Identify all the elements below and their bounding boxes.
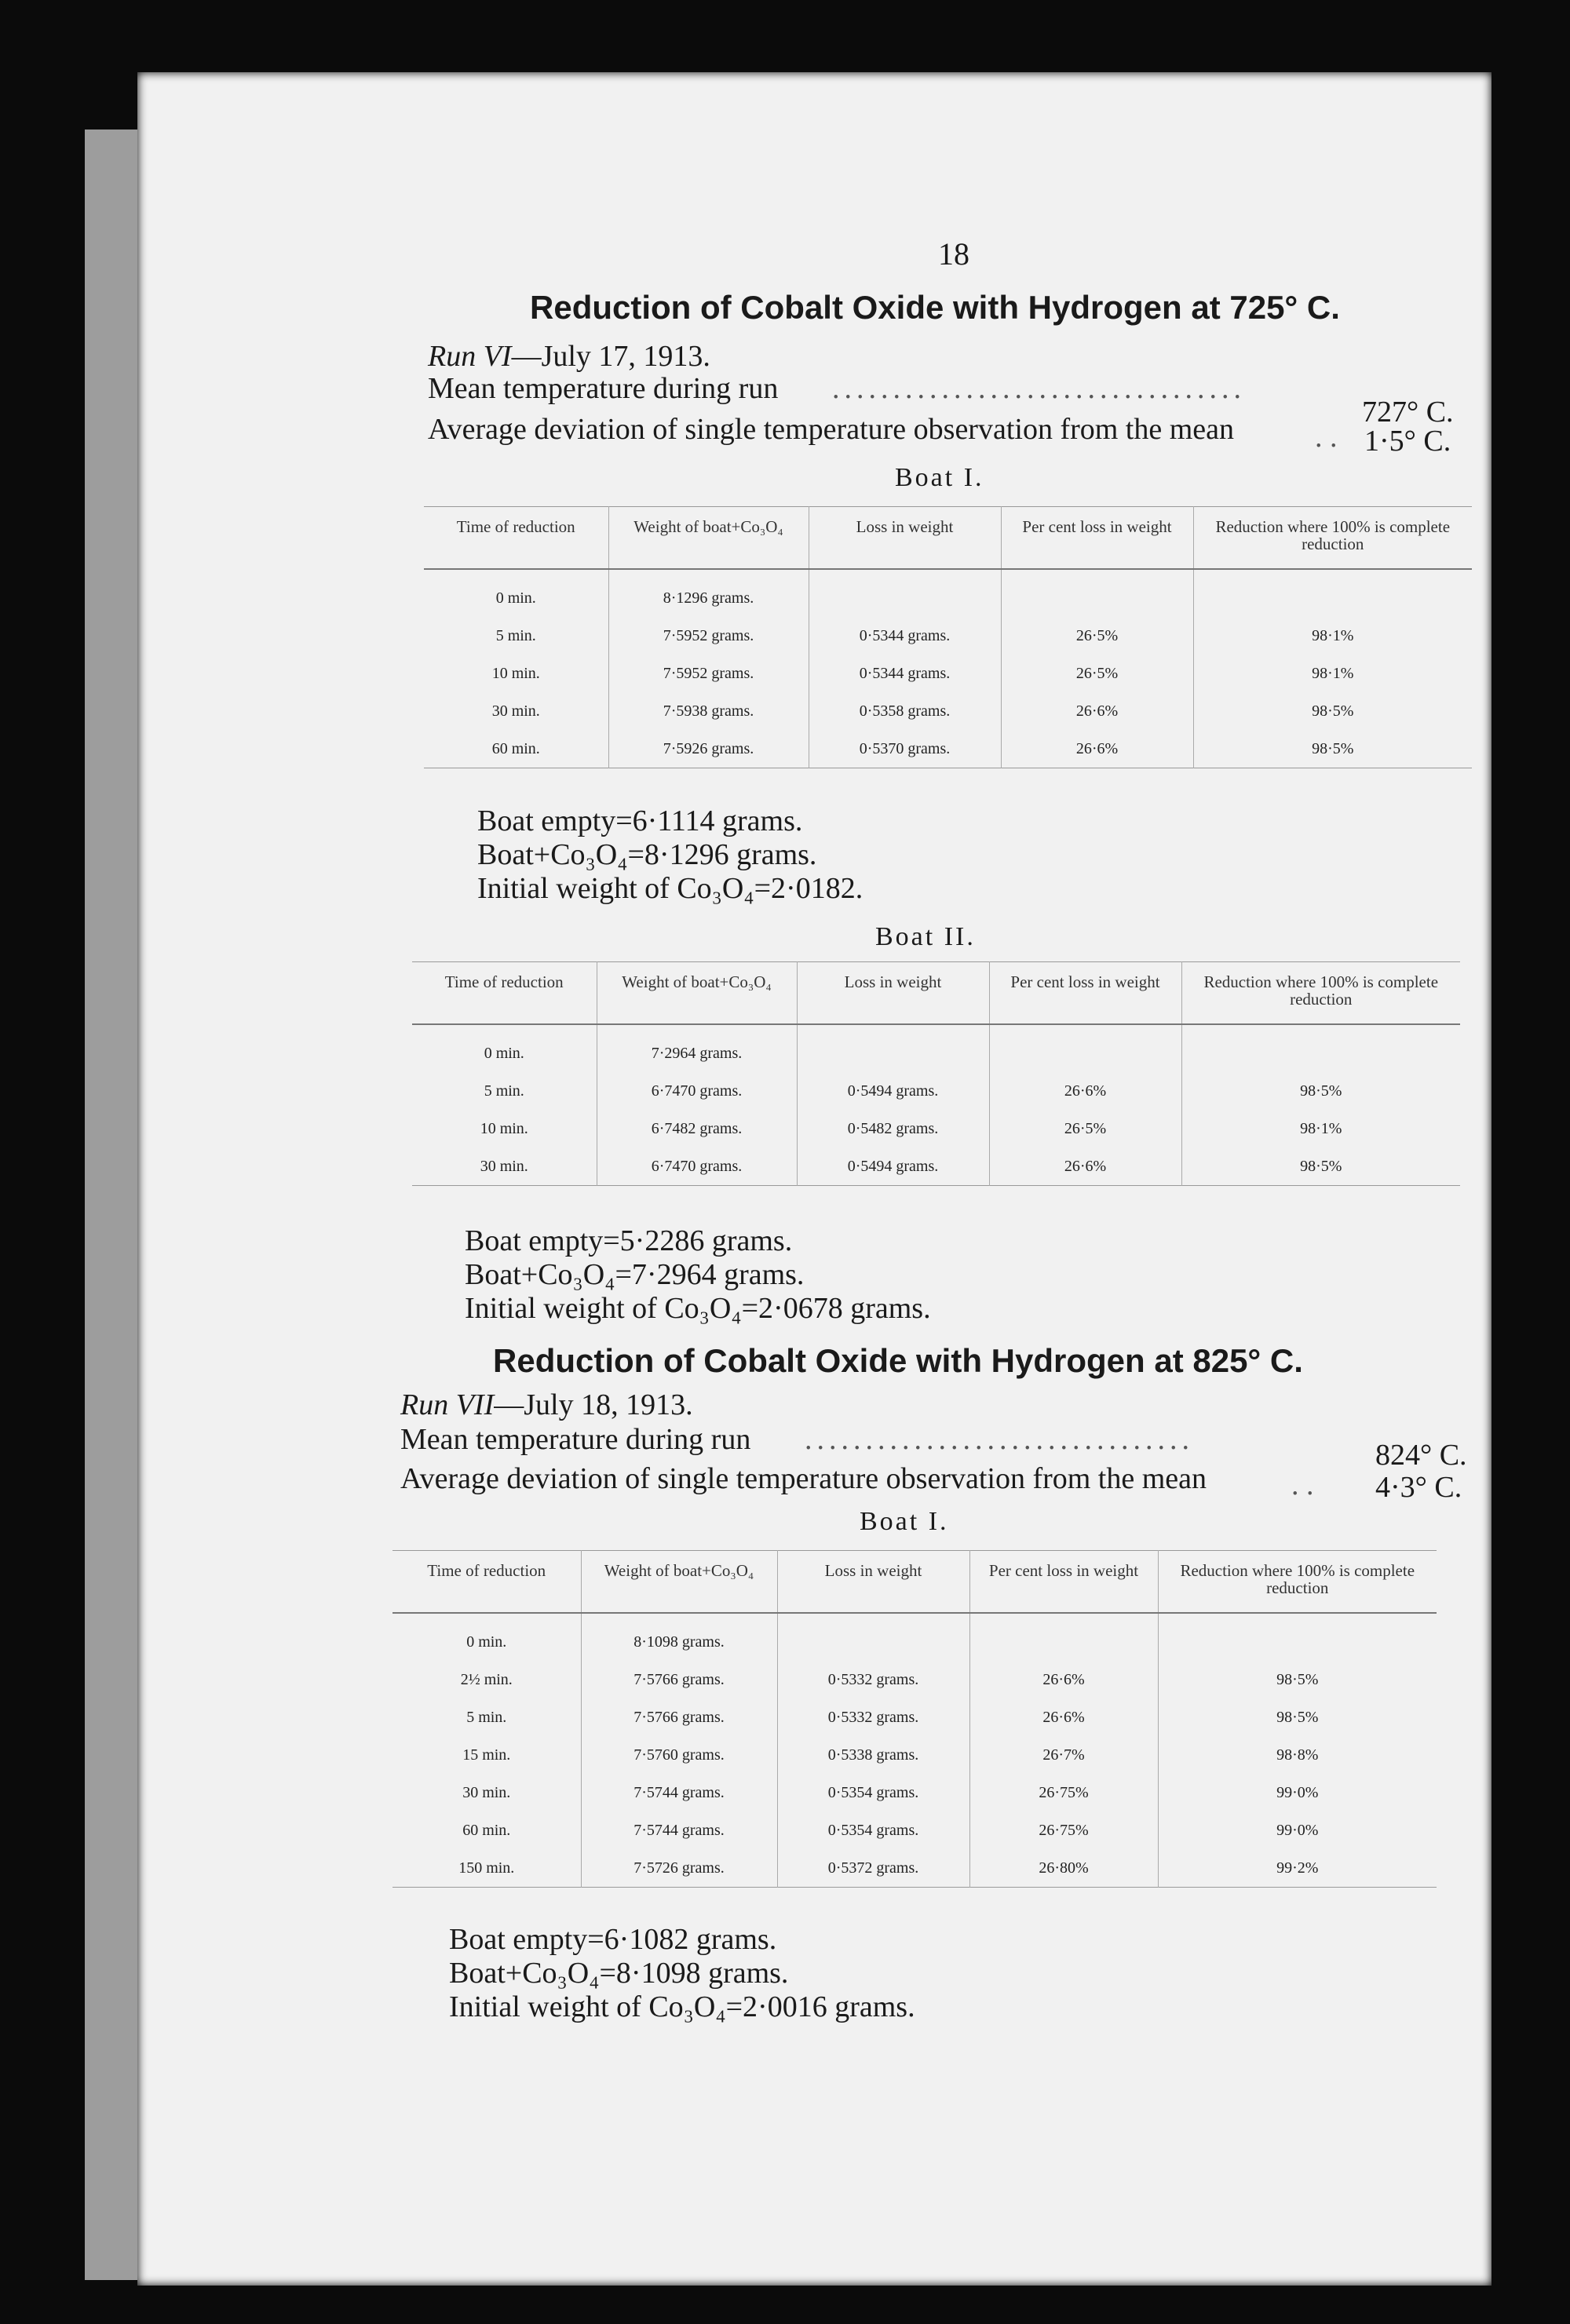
column-header: Per cent loss in weight (969, 1551, 1158, 1614)
table-cell (809, 569, 1001, 617)
boat-notes (449, 1923, 915, 2024)
table-cell: 0 min. (484, 1044, 524, 1062)
table-cell (1001, 569, 1193, 617)
column-header: Loss in weight (809, 507, 1001, 570)
table-cell: 26·6% (969, 1698, 1158, 1736)
table-row (392, 1698, 1437, 1736)
page-edge-shadow (85, 130, 143, 2280)
table-cell: 5 min. (466, 1708, 507, 1726)
table-cell: 99·0% (1158, 1811, 1437, 1849)
column-header: Reduction where 100% is complete reduction (1181, 962, 1460, 1025)
table-cell: 98·5% (1193, 692, 1472, 730)
leader-dots: .................................. (832, 372, 1246, 405)
table-row (424, 655, 1472, 692)
table-cell: 26·6% (1001, 692, 1193, 730)
run-date: —July 17, 1913. (511, 340, 710, 373)
data-table-boat-2-725 (412, 961, 1460, 1186)
table-cell: 30 min. (480, 1157, 528, 1175)
column-header: Per cent loss in weight (1001, 507, 1193, 570)
table-cell: 98·5% (1158, 1661, 1437, 1698)
deviation-value: 4·3° C. (1375, 1471, 1462, 1504)
table-header-row (392, 1551, 1437, 1614)
data-table-boat-1-725 (424, 506, 1472, 768)
section-heading-825: Reduction of Cobalt Oxide with Hydrogen at 825° C. (493, 1342, 1303, 1379)
run-label: Run VII (400, 1388, 495, 1421)
mean-temperature-label: Mean temperature during run (400, 1423, 751, 1456)
table-cell: 5 min. (495, 626, 536, 644)
table-header-row (412, 962, 1460, 1025)
leader-dots: . . (1315, 421, 1338, 454)
table-cell: 0·5344 grams. (809, 617, 1001, 655)
table-row (392, 1774, 1437, 1811)
table-cell: 0 min. (466, 1633, 507, 1651)
table-cell: 0·5332 grams. (777, 1661, 969, 1698)
section-heading-725: Reduction of Cobalt Oxide with Hydrogen at 725° C. (530, 289, 1340, 326)
table-cell: 7·5760 grams. (581, 1736, 777, 1774)
run-line-vi (428, 339, 710, 374)
table-cell: 26·5% (1001, 617, 1193, 655)
table-cell: 6·7482 grams. (597, 1110, 797, 1147)
table-cell: 7·5726 grams. (581, 1849, 777, 1888)
column-header: Weight of boat+Co₃O₄ (608, 507, 809, 570)
table-cell: 0·5358 grams. (809, 692, 1001, 730)
table-row (392, 1849, 1437, 1888)
table-cell: 0 min. (495, 589, 536, 607)
table-cell: 150 min. (458, 1859, 515, 1877)
run-date: —July 18, 1913. (494, 1388, 693, 1421)
table-cell: 0·5482 grams. (797, 1110, 989, 1147)
boat-title: Boat I. (860, 1507, 949, 1536)
table-cell: 0·5354 grams. (777, 1774, 969, 1811)
table-cell: 10 min. (480, 1119, 528, 1137)
table-cell: 0·5372 grams. (777, 1849, 969, 1888)
table-cell: 26·7% (969, 1736, 1158, 1774)
table-cell: 98·5% (1193, 730, 1472, 768)
table-cell: 7·5952 grams. (608, 655, 809, 692)
table-cell (797, 1024, 989, 1072)
table-row (424, 617, 1472, 655)
table-cell (777, 1613, 969, 1661)
table-row (392, 1661, 1437, 1698)
table-cell: 98·5% (1158, 1698, 1437, 1736)
note-boat-plus-oxide: Boat+Co₃O₄=7·2964 grams. (465, 1258, 805, 1291)
table-cell: 7·2964 grams. (597, 1024, 797, 1072)
boat-title: Boat II. (875, 922, 976, 951)
table-cell: 0·5344 grams. (809, 655, 1001, 692)
table-cell: 0·5494 grams. (797, 1147, 989, 1186)
table-cell: 26·75% (969, 1774, 1158, 1811)
note-boat-plus-oxide: Boat+Co₃O₄=8·1296 grams. (477, 838, 817, 871)
column-header: Reduction where 100% is complete reduction (1193, 507, 1472, 570)
boat-title: Boat I. (895, 463, 984, 492)
column-header: Reduction where 100% is complete reduction (1158, 1551, 1437, 1614)
table-cell: 30 min. (491, 702, 540, 720)
table-cell: 7·5766 grams. (581, 1661, 777, 1698)
note-boat-empty: Boat empty=5·2286 grams. (465, 1224, 793, 1257)
table-cell: 98·5% (1181, 1147, 1460, 1186)
mean-temperature-value: 824° C. (1375, 1439, 1467, 1472)
table-cell: 7·5952 grams. (608, 617, 809, 655)
boat-notes (465, 1224, 931, 1326)
column-header: Time of reduction (424, 507, 608, 570)
table-cell: 26·5% (989, 1110, 1181, 1147)
run-line-vii (400, 1388, 693, 1422)
run-label: Run VI (428, 340, 512, 373)
note-boat-empty: Boat empty=6·1082 grams. (449, 1923, 777, 1956)
table-cell: 26·75% (969, 1811, 1158, 1849)
page-number: 18 (938, 236, 969, 272)
column-header: Loss in weight (777, 1551, 969, 1614)
note-initial-weight: Initial weight of Co₃O₄=2·0182. (477, 872, 864, 905)
deviation-label: Average deviation of single temperature observation from the mean (400, 1462, 1207, 1495)
table-cell: 0·5332 grams. (777, 1698, 969, 1736)
table-row (412, 1147, 1460, 1186)
table-row (424, 692, 1472, 730)
table-cell: 98·1% (1193, 617, 1472, 655)
table-cell: 26·6% (989, 1072, 1181, 1110)
table-cell: 10 min. (491, 664, 540, 682)
table-cell: 98·1% (1193, 655, 1472, 692)
mean-temperature-label: Mean temperature during run (428, 372, 779, 405)
table-cell: 6·7470 grams. (597, 1147, 797, 1186)
column-header: Weight of boat+Co₃O₄ (597, 962, 797, 1025)
column-header: Loss in weight (797, 962, 989, 1025)
boat-notes (477, 804, 863, 906)
table-cell (1193, 569, 1472, 617)
note-boat-empty: Boat empty=6·1114 grams. (477, 804, 803, 837)
column-header: Per cent loss in weight (989, 962, 1181, 1025)
note-initial-weight: Initial weight of Co₃O₄=2·0016 grams. (449, 1990, 915, 2023)
table-cell: 99·2% (1158, 1849, 1437, 1888)
data-table-boat-1-825 (392, 1550, 1437, 1888)
note-initial-weight: Initial weight of Co₃O₄=2·0678 grams. (465, 1292, 931, 1325)
table-row (392, 1613, 1437, 1661)
table-cell: 8·1098 grams. (581, 1613, 777, 1661)
table-cell: 0·5370 grams. (809, 730, 1001, 768)
column-header: Weight of boat+Co₃O₄ (581, 1551, 777, 1614)
table-cell: 0·5494 grams. (797, 1072, 989, 1110)
table-cell: 26·6% (1001, 730, 1193, 768)
table-cell: 15 min. (462, 1746, 511, 1764)
leader-dots: ................................ (805, 1423, 1194, 1456)
table-cell: 26·5% (1001, 655, 1193, 692)
note-boat-plus-oxide: Boat+Co₃O₄=8·1098 grams. (449, 1957, 789, 1990)
table-cell: 98·1% (1181, 1110, 1460, 1147)
table-row (412, 1024, 1460, 1072)
table-cell: 7·5938 grams. (608, 692, 809, 730)
table-cell (989, 1024, 1181, 1072)
deviation-value: 1·5° C. (1364, 425, 1451, 458)
table-cell: 5 min. (484, 1082, 524, 1100)
table-cell: 30 min. (462, 1783, 511, 1801)
table-cell: 2½ min. (460, 1670, 513, 1688)
table-header-row (424, 507, 1472, 570)
leader-dots: . . (1291, 1468, 1314, 1501)
deviation-label: Average deviation of single temperature observation from the mean (428, 413, 1235, 446)
table-cell: 8·1296 grams. (608, 569, 809, 617)
table-cell (1158, 1613, 1437, 1661)
table-cell: 26·6% (969, 1661, 1158, 1698)
mean-temperature-value: 727° C. (1362, 396, 1454, 429)
table-cell (1181, 1024, 1460, 1072)
table-cell: 6·7470 grams. (597, 1072, 797, 1110)
table-cell: 7·5744 grams. (581, 1774, 777, 1811)
table-row (412, 1110, 1460, 1147)
table-cell: 98·8% (1158, 1736, 1437, 1774)
table-cell: 26·80% (969, 1849, 1158, 1888)
table-cell: 0·5338 grams. (777, 1736, 969, 1774)
table-row (424, 569, 1472, 617)
table-cell (969, 1613, 1158, 1661)
table-row (392, 1811, 1437, 1849)
column-header: Time of reduction (392, 1551, 581, 1614)
table-cell: 98·5% (1181, 1072, 1460, 1110)
table-cell: 7·5744 grams. (581, 1811, 777, 1849)
table-cell: 60 min. (491, 739, 540, 757)
column-header: Time of reduction (412, 962, 597, 1025)
table-row (424, 730, 1472, 768)
table-cell: 60 min. (462, 1821, 511, 1839)
table-cell: 0·5354 grams. (777, 1811, 969, 1849)
table-row (392, 1736, 1437, 1774)
table-cell: 99·0% (1158, 1774, 1437, 1811)
table-cell: 26·6% (989, 1147, 1181, 1186)
table-cell: 7·5926 grams. (608, 730, 809, 768)
table-cell: 7·5766 grams. (581, 1698, 777, 1736)
table-row (412, 1072, 1460, 1110)
